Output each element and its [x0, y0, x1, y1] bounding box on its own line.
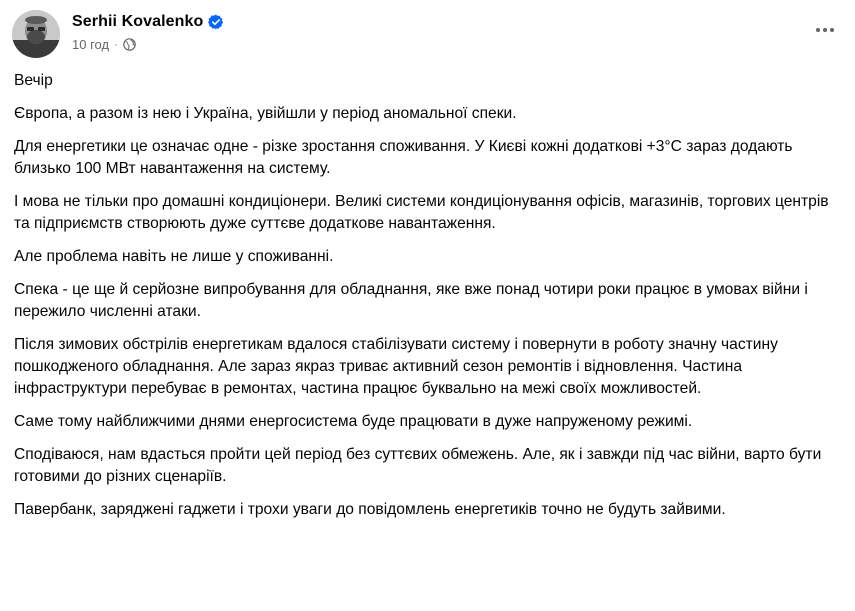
post-paragraph: Спека - це ще й серйозне випробування для обладнання, яке вже понад чотири роки працює в умовах війни і пережило численні атаки.: [14, 281, 808, 320]
author-row: [72, 11, 224, 33]
post-paragraph: Але проблема навіть не лише у споживанні.: [14, 248, 334, 265]
more-options-icon: [815, 27, 835, 33]
post-content: [14, 70, 847, 532]
post-paragraph: Після зимових обстрілів енергетикам вдалося стабілізувати систему і повернути в роботу значну частину пошкодженого обладнання. Але зараз якраз триває активний сезон ремонтів і відновлення. Частина інфраструктури перебуває в ремонтах, частина працює буквально на межі своїх можливостей.: [14, 336, 778, 397]
post-paragraph: Для енергетики це означає одне - різке зростання споживання. У Києві кожні додаткові +3°С зараз додають близько 100 МВт навантаження на систему.: [14, 138, 793, 177]
avatar[interactable]: [12, 10, 60, 58]
post-paragraph: Павербанк, заряджені гаджети і трохи уваги до повідомлень енергетиків точно не будуть зайвими.: [14, 501, 726, 518]
globe-icon[interactable]: [123, 38, 136, 51]
post-paragraph: Сподіваюся, нам вдасться пройти цей період без суттєвих обмежень. Але, як і завжди під час війни, варто бути готовими до різних сценаріїв.: [14, 446, 822, 485]
post-header: [12, 10, 843, 58]
separator-dot: ·: [114, 38, 118, 51]
post-paragraph: Саме тому найближчими днями енергосистема буде працювати в дуже напруженому режимі.: [14, 413, 693, 430]
post-paragraph: Європа, а разом із нею і Україна, увійшли у період аномальної спеки.: [14, 105, 517, 122]
post-meta: [72, 10, 224, 52]
post-paragraph: І мова не тільки про домашні кондиціонери. Великі системи кондиціонування офісів, магазинів, торгових центрів та підприємств створюють дуже суттєве додаткове навантаження.: [14, 193, 829, 232]
author-name[interactable]: Serhii Kovalenko: [72, 13, 204, 30]
post-subline: [72, 37, 224, 52]
more-options-button[interactable]: [811, 16, 839, 44]
verified-badge-icon: [208, 14, 224, 30]
post-timestamp[interactable]: 10 год: [72, 37, 110, 52]
post-paragraph: Вечір: [14, 72, 53, 89]
avatar-image: [12, 10, 60, 58]
